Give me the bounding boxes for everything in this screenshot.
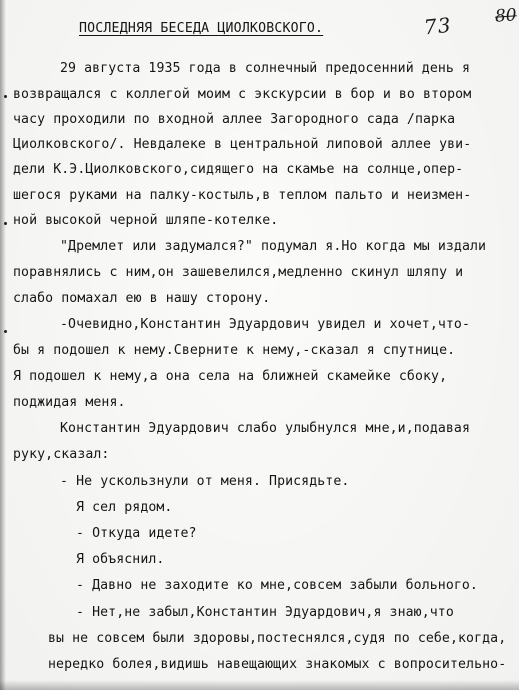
text-line: часу проходили по входной аллее Загородного сада /парка xyxy=(13,112,456,127)
text-line: поджидая меня. xyxy=(13,395,126,410)
text-line: Циолковского/. Невдалеке в центральной липовой аллее уви- xyxy=(13,137,472,152)
text-line: вы не совсем были здоровы,постеснялся,судя по себе,когда, xyxy=(48,631,507,646)
text-line: шегося руками на палку-костыль,в теплом пальто и неизмен- xyxy=(13,188,472,203)
text-line: Я подошел к нему,а она села на ближней скамейке сбоку, xyxy=(13,369,448,384)
scan-bottom-edge xyxy=(0,680,519,690)
margin-binding-marks xyxy=(2,0,12,690)
document-title: ПОСЛЕДНЯЯ БЕСЕДА ЦИОЛКОВСКОГО. xyxy=(79,21,324,36)
dialogue-line: Я сел рядом. xyxy=(76,500,173,515)
dialogue-line: - Давно не заходите ко мне,совсем забыли больного. xyxy=(76,578,478,593)
text-line: слабо помахал ею в нашу сторону. xyxy=(13,291,271,306)
text-line: Константин Эдуардович слабо улыбнулся мне,и,подавая xyxy=(60,421,471,436)
handwritten-folio-number: 73 xyxy=(422,12,453,40)
text-line: бы я подошел к нему.Сверните к нему,-сказал я спутнице. xyxy=(13,343,456,358)
text-line: дели К.Э.Циолковского,сидящего на скамье на солнце,опер- xyxy=(13,162,464,177)
text-line: 29 августа 1935 года в солнечный предосенний день я xyxy=(60,61,471,76)
dialogue-line: - Нет,не забыл,Константин Эдуардович,я знаю,что xyxy=(76,605,454,620)
text-line: возвращался с коллегой моим с экскурсии в бор и во втором xyxy=(13,87,472,102)
text-line: ной высокой черной шляпе-котелке. xyxy=(13,213,279,228)
handwritten-page-number: 80 xyxy=(494,5,518,27)
text-line: поравнялись с ним,он зашевелился,медленно скинул шляпу и xyxy=(13,265,464,280)
dialogue-line: - Откуда идете? xyxy=(76,526,197,541)
text-line: -Очевидно,Константин Эдуардович увидел и хочет,что- xyxy=(60,317,471,332)
text-line: "Дремлет или задумался?" подумал я.Но когда мы издали xyxy=(60,239,487,254)
text-line: нередко болея,видишь навещающих знакомых с вопросительно- xyxy=(48,657,507,672)
dialogue-line: Я объяснил. xyxy=(76,552,165,567)
dialogue-line: - Не ускользнули от меня. Присядьте. xyxy=(60,474,350,489)
text-line: руку,сказал: xyxy=(13,447,110,462)
